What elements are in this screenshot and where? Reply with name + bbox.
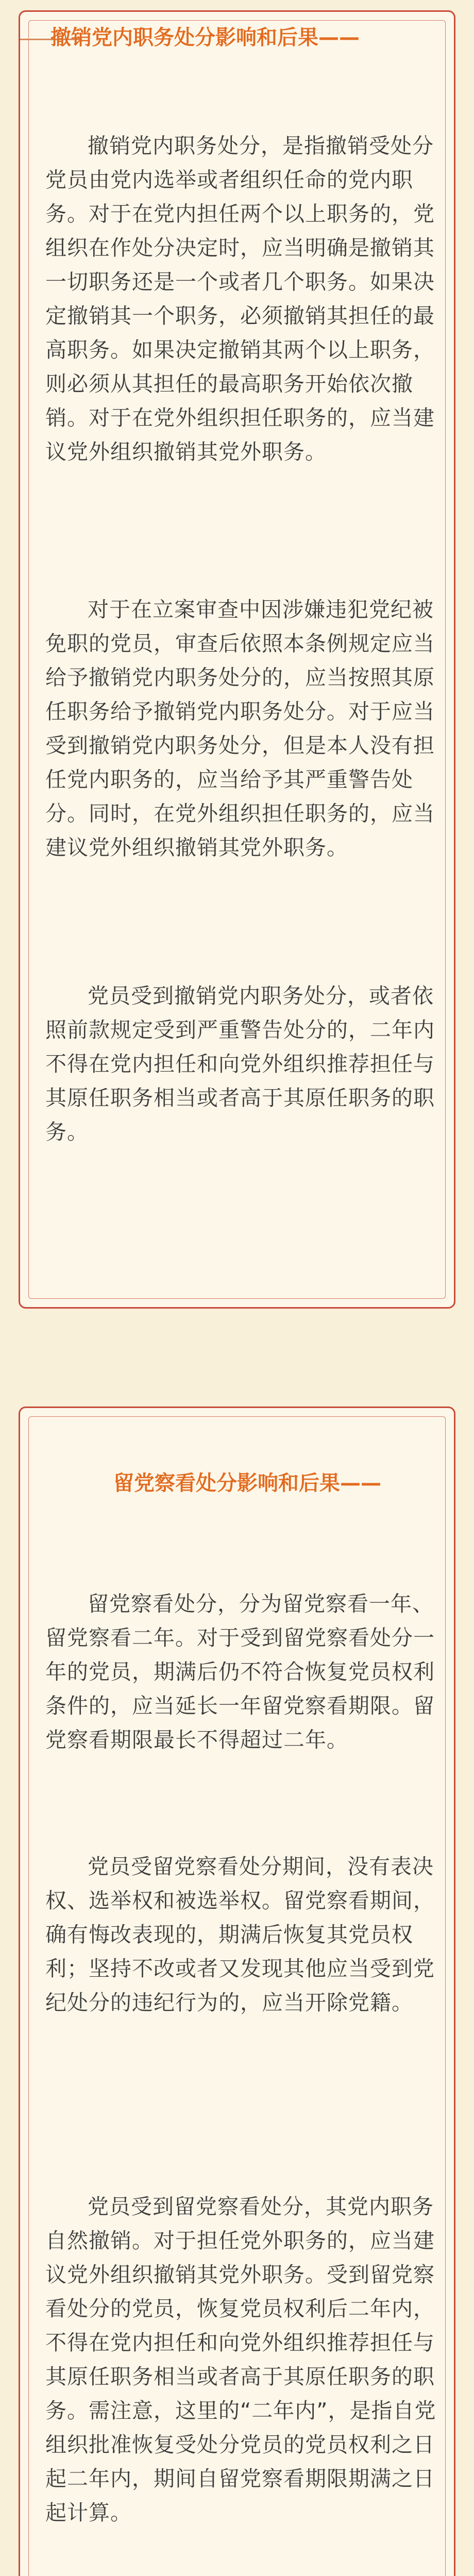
section-2-paragraph-2: 党员受留党察看处分期间，没有表决权、选举权和被选举权。留党察看期间，确有悔改表现的，期满后恢复其党员权利；坚持不改或者又发现其他应当受到党纪处分的违纪行为的，应当开除党籍。 bbox=[45, 1854, 435, 2015]
section-2-paragraph-1: 留党察看处分，分为留党察看一年、留党察看二年。对于受到留党察看处分一年的党员，期满后仍不符合恢复党员权利条件的，应当延长一年留党察看期限。留党察看期限最长不得超过二年。 bbox=[45, 1591, 435, 1752]
section-1-paragraph-2: 对于在立案审查中因涉嫌违犯党纪被免职的党员，审查后依照本条例规定应当给予撤销党内职务处分的，应当按照其原任职务给予撤销党内职务处分。对于应当受到撤销党内职务处分，但是本人没有担任党内职务的，应当给予其严重警告处分。同时，在党外组织担任职务的，应当建议党外组织撤销其党外职务。 bbox=[45, 597, 435, 860]
section-title-1: 撤销党内职务处分影响和后果—— bbox=[50, 26, 360, 49]
section-1-paragraph-1: 撤销党内职务处分，是指撤销受处分党员由党内选举或者组织任命的党内职务。对于在党内担任两个以上职务的，党组织在作处分决定时，应当明确是撤销其一切职务还是一个或者几个职务。如果决定撤销其一个职务，必须撤销其担任的最高职务。如果决定撤销其两个以上职务，则必须从其担任的最高职务开始依次撤销。对于在党外组织担任职务的，应当建议党外组织撤销其党外职务。 bbox=[45, 133, 435, 464]
section-1-paragraph-3: 党员受到撤销党内职务处分，或者依照前款规定受到严重警告处分的，二年内不得在党内担任和向党外组织推荐担任与其原任职务相当或者高于其原任职务的职务。 bbox=[45, 984, 435, 1144]
section-2-paragraph-3: 党员受到留党察看处分，其党内职务自然撤销。对于担任党外职务的，应当建议党外组织撤销其党外职务。受到留党察看处分的党员，恢复党员权利后二年内，不得在党内担任和向党外组织推荐担任与其原任职务相当或者高于其原任职务的职务。需注意，这里的“二年内”，是指自党组织批准恢复受处分党员的党员权利之日起二年内，期间自留党察看期限期满之日起计算。 bbox=[45, 2194, 436, 2525]
section-title-2: 留党察看处分影响和后果—— bbox=[113, 1471, 381, 1495]
